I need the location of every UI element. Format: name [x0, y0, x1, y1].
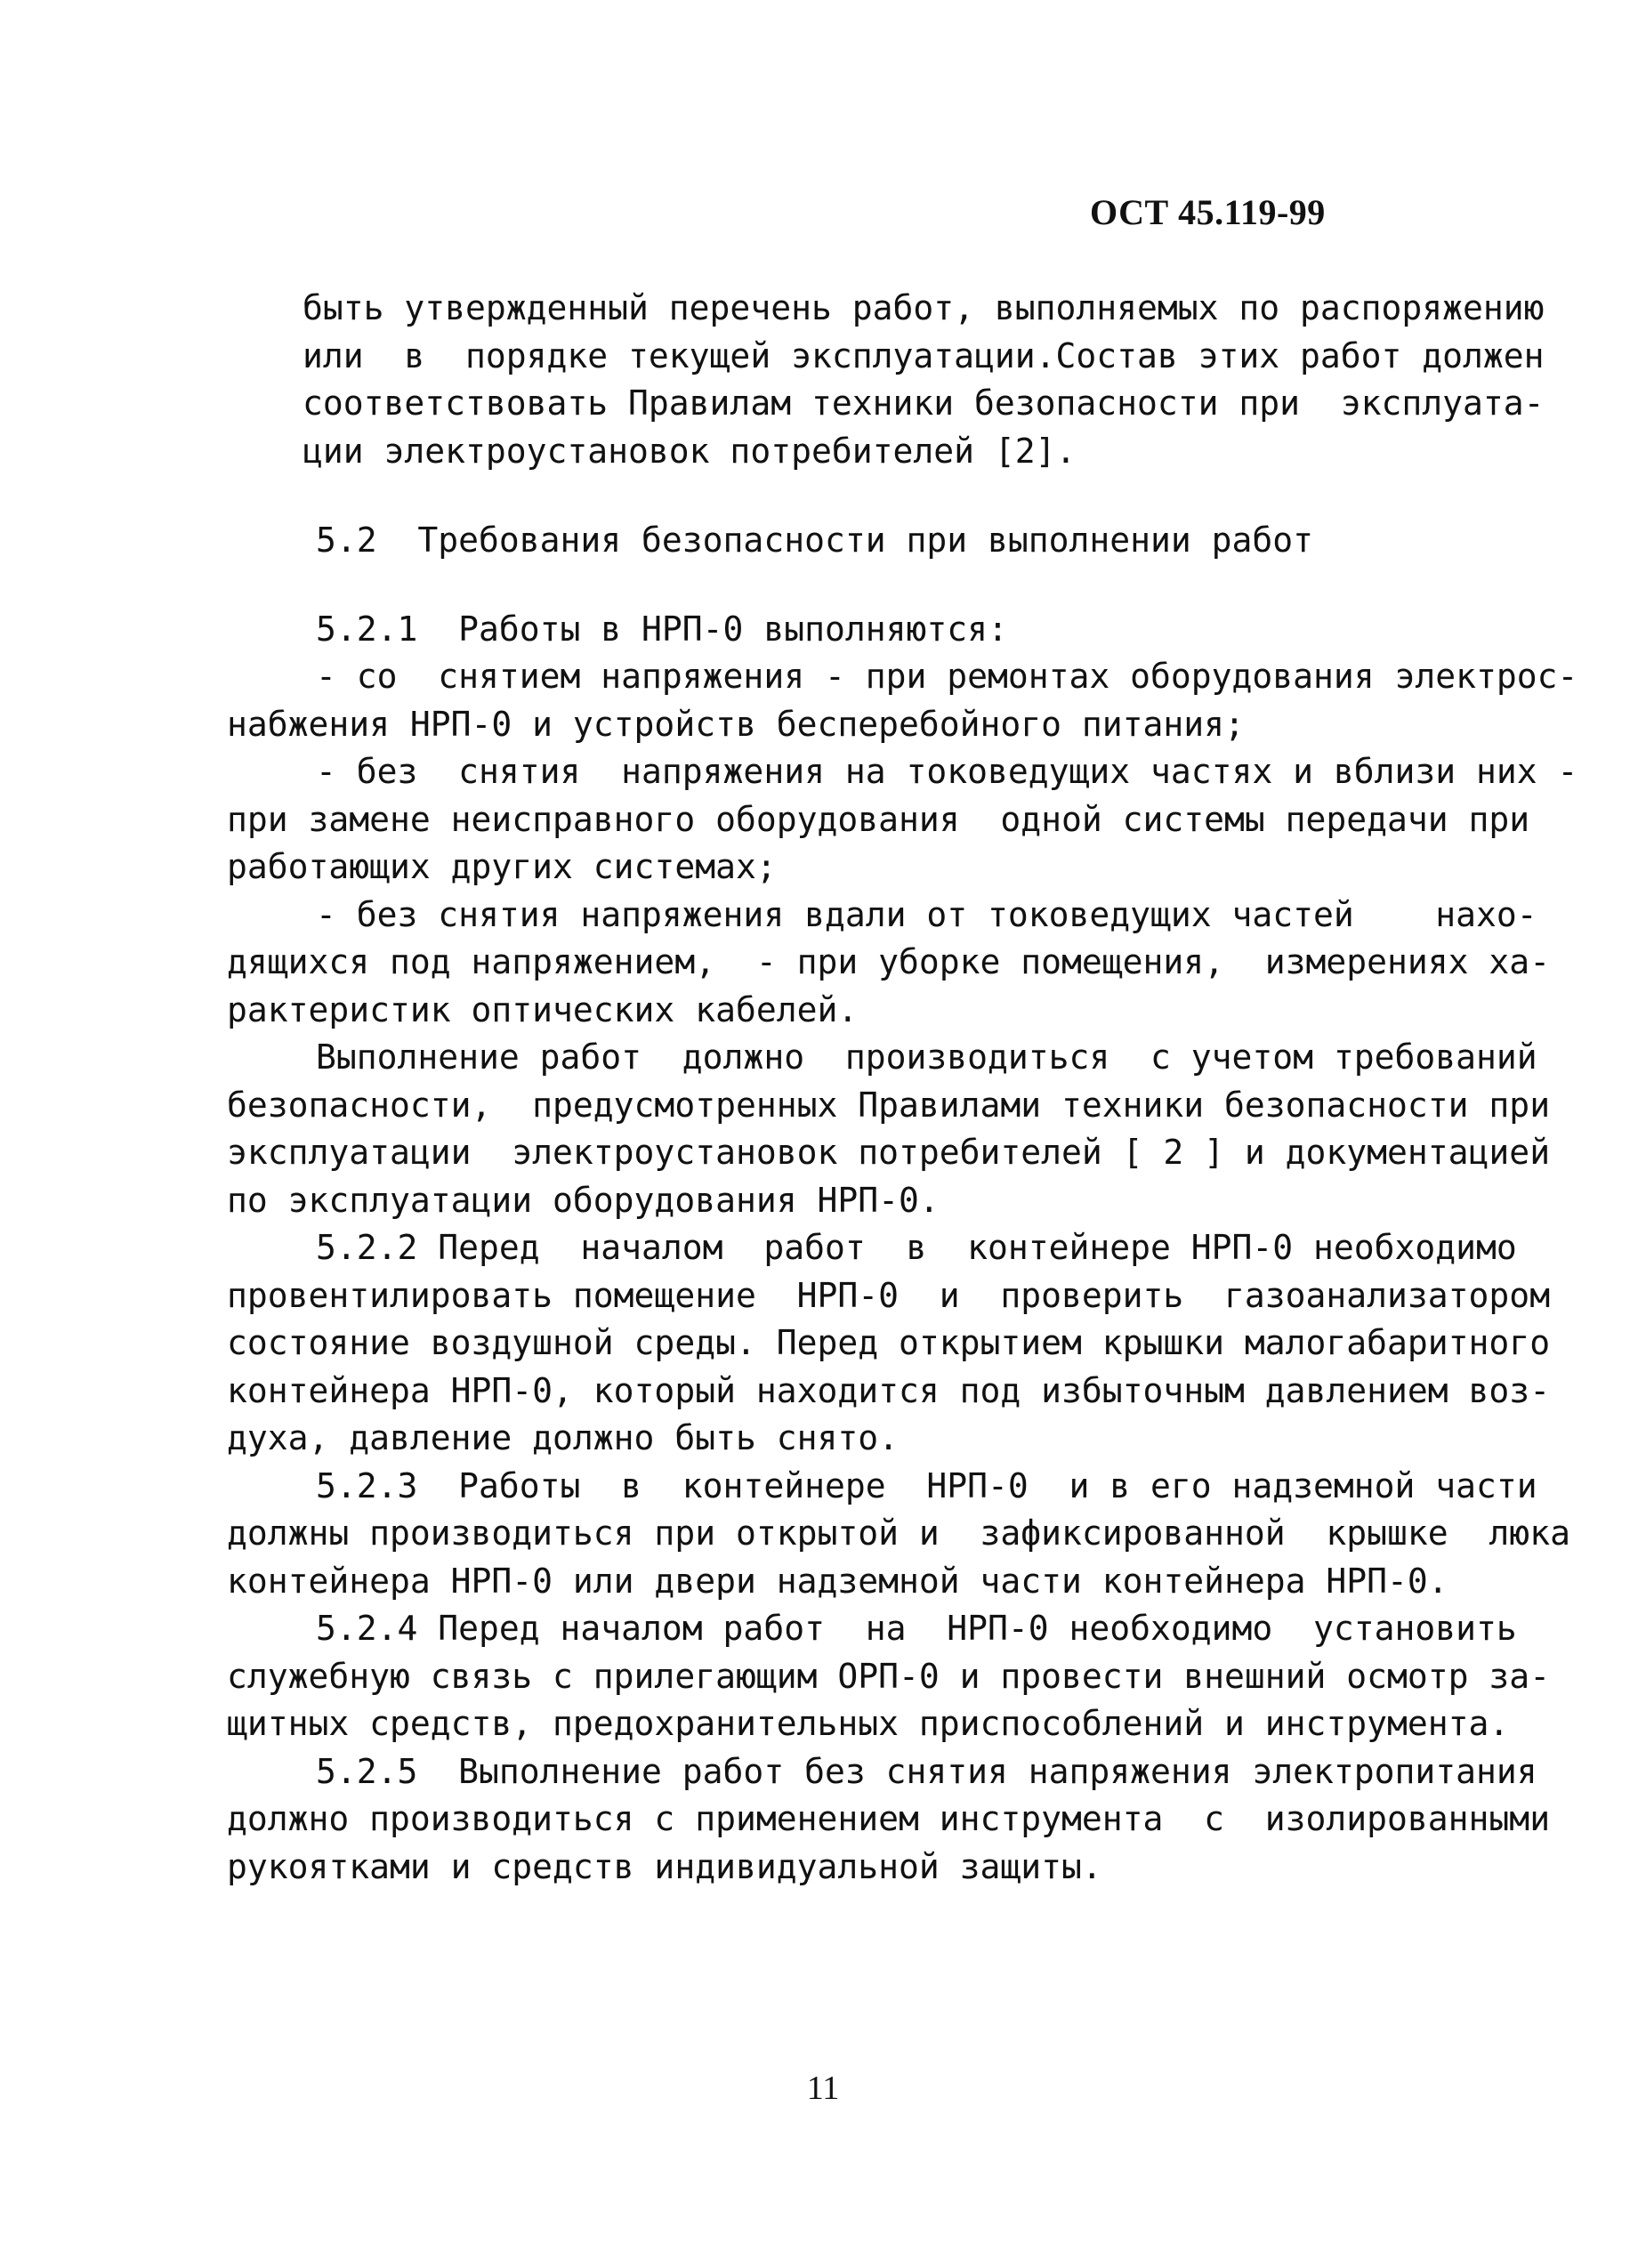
text-line: служебную связь с прилегающим ОРП-0 и провести внешний осмотр за- — [227, 1656, 1551, 1696]
page-number: 11 — [806, 2070, 840, 2107]
text-line: соответствовать Правилам техники безопасности при эксплуата- — [303, 383, 1545, 423]
text-line: провентилировать помещение НРП-0 и проверить газоанализатором — [227, 1275, 1551, 1315]
text-line: ции электроустановок потребителей [2]. — [303, 431, 1077, 471]
continuation-paragraph — [227, 285, 1545, 475]
text-line: по эксплуатации оборудования НРП-0. — [227, 1180, 940, 1220]
text-line: должно производиться с применением инструмента с изолированными — [227, 1799, 1551, 1838]
text-line: 5.2.2 Перед началом работ в контейнере НРП-0 необходимо — [316, 1228, 1517, 1267]
text-line: рукоятками и средств индивидуальной защиты. — [227, 1846, 1102, 1886]
text-line: 5.2.5 Выполнение работ без снятия напряжения электропитания — [316, 1751, 1537, 1791]
bullet-line: - со снятием напряжения - при ремонтах оборудования электрос- — [316, 657, 1578, 696]
document-code: ОСТ 45.119-99 — [1090, 192, 1326, 232]
bullet-line: работающих других системах; — [227, 847, 777, 886]
text-line: контейнера НРП-0, который находится под избыточным давлением воз- — [227, 1370, 1551, 1410]
text-line: или в порядке текущей эксплуатации.Состав этих работ должен — [303, 335, 1545, 375]
text-line: духа, давление должно быть снято. — [227, 1418, 899, 1457]
text-line: быть утвержденный перечень работ, выполняемых по распоряжению — [303, 288, 1545, 327]
text-line: 5.2.4 Перед началом работ на НРП-0 необходимо установить — [316, 1609, 1517, 1648]
bullet-line: набжения НРП-0 и устройств бесперебойного питания; — [227, 704, 1245, 744]
clause-title: 5.2.1 Работы в НРП-0 выполняются: — [316, 609, 1008, 649]
text-line: эксплуатации электроустановок потребителей [ 2 ] и документацией — [227, 1133, 1551, 1172]
text-line: 5.2.3 Работы в контейнере НРП-0 и в его надземной части — [316, 1465, 1537, 1505]
text-line: состояние воздушной среды. Перед открытием крышки малогабаритного — [227, 1323, 1551, 1362]
clause-5-2-4 — [227, 1605, 1551, 1748]
bullet-line: при замене неисправного оборудования одной системы передачи при — [227, 799, 1530, 839]
clause-5-2-2 — [227, 1224, 1551, 1463]
text-line: безопасности, предусмотренных Правилами техники безопасности при — [227, 1085, 1551, 1125]
clause-5-2-5 — [227, 1748, 1551, 1892]
bullet-line: - без снятия напряжения на токоведущих частях и вблизи них - — [316, 752, 1578, 791]
bullet-line: рактеристик оптических кабелей. — [227, 989, 859, 1029]
section-heading: 5.2 Требования безопасности при выполнении работ — [316, 521, 1314, 560]
spacer — [227, 475, 1490, 517]
bullet-line: дящихся под напряжением, - при уборке помещения, измерениях ха- — [227, 942, 1551, 981]
text-line: щитных средств, предохранительных приспособлений и инструмента. — [227, 1704, 1510, 1743]
text-line: Выполнение работ должно производиться с учетом требований — [316, 1037, 1537, 1077]
document-body — [227, 285, 1578, 1891]
clause-5-2-3 — [227, 1463, 1570, 1606]
text-line: контейнера НРП-0 или двери надземной части контейнера НРП-0. — [227, 1561, 1448, 1601]
text-line: должны производиться при открытой и зафиксированной крышке люка — [227, 1513, 1570, 1553]
clause-5-2-1 — [227, 606, 1578, 1225]
bullet-line: - без снятия напряжения вдали от токоведущих частей нахо- — [316, 894, 1537, 934]
spacer — [227, 565, 1490, 606]
